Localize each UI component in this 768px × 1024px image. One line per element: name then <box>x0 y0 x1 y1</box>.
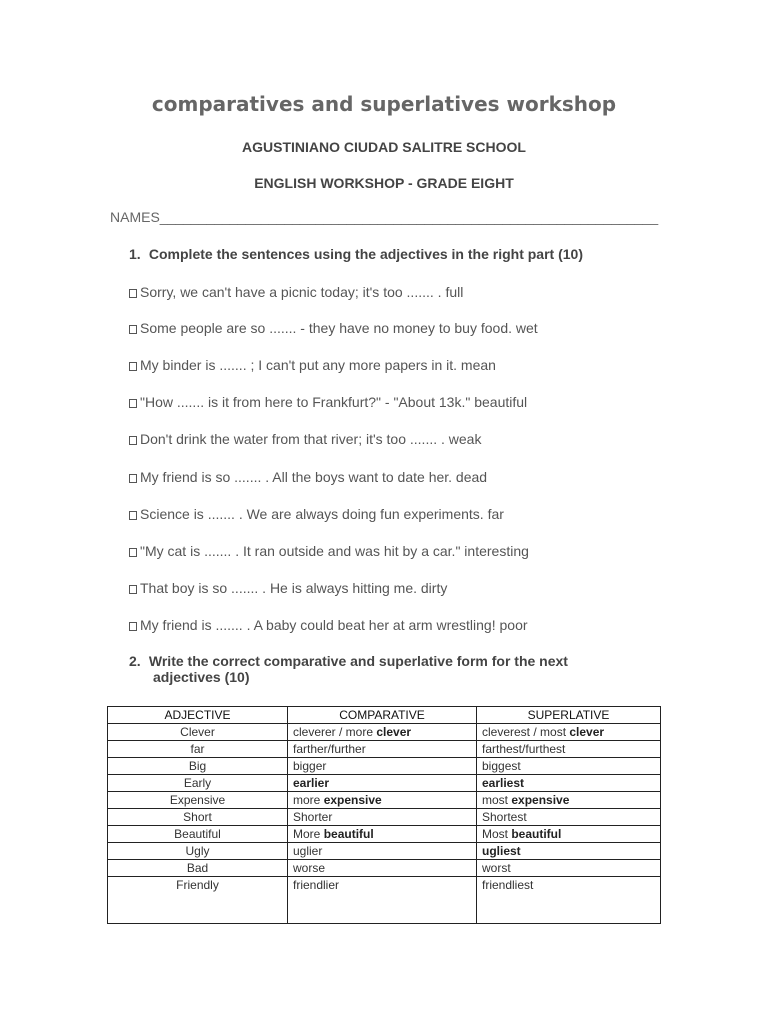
superlative-cell-text: Most <box>482 827 512 841</box>
comparative-cell <box>288 877 477 924</box>
comparative-cell-bold-text: clever <box>376 725 412 739</box>
page-title: comparatives and superlatives workshop <box>151 92 617 116</box>
sentence-text: Sorry, we can't have a picnic today; it's too ....... . full <box>140 284 464 300</box>
comparative-cell <box>288 860 477 877</box>
adjective-cell-text: Ugly <box>185 844 210 858</box>
adjective-cell <box>108 826 288 843</box>
superlative-cell <box>477 741 661 758</box>
table-row <box>108 860 661 877</box>
comparative-cell <box>288 826 477 843</box>
table-row <box>108 792 661 809</box>
sentence-text: My friend is so ....... . All the boys want to date her. dead <box>140 469 488 485</box>
sentence-item <box>129 284 463 300</box>
comparative-cell-text: uglier <box>293 844 323 858</box>
comparative-cell <box>288 809 477 826</box>
question-2-text-line1: Write the correct comparative and superlative form for the next <box>148 653 568 669</box>
adjective-cell <box>108 809 288 826</box>
adjective-cell <box>108 877 288 924</box>
checkbox-icon <box>129 436 137 445</box>
superlative-cell <box>477 775 661 792</box>
sentence-item <box>129 394 527 410</box>
comparative-cell-text: bigger <box>293 759 327 773</box>
comparative-cell-bold-text: beautiful <box>323 827 374 841</box>
superlative-cell <box>477 809 661 826</box>
sentence-text: "My cat is ....... . It ran outside and was hit by a car." interesting <box>140 543 529 559</box>
sentence-item <box>129 431 481 447</box>
sentence-item <box>129 543 529 559</box>
comparative-cell <box>288 758 477 775</box>
question-2-heading <box>129 653 568 685</box>
question-1-text: Complete the sentences using the adjectives in the right part (10) <box>148 246 583 262</box>
adjective-cell <box>108 724 288 741</box>
comparative-cell-bold-text: expensive <box>323 793 382 807</box>
superlative-cell <box>477 877 661 924</box>
comparative-cell-text: cleverer / more <box>293 725 377 739</box>
sentence-item <box>129 469 487 485</box>
comparative-cell-text: worse <box>293 861 326 875</box>
comparative-cell-text: friendlier <box>293 878 340 892</box>
adjective-cell-text: Big <box>188 759 207 773</box>
table-row <box>108 809 661 826</box>
adjective-cell-text: Beautiful <box>174 827 221 841</box>
comparative-cell-text: Shorter <box>293 810 333 824</box>
sentence-item <box>129 580 447 596</box>
school-name: AGUSTINIANO CIUDAD SALITRE SCHOOL <box>242 139 526 155</box>
adjective-cell <box>108 741 288 758</box>
superlative-cell-text: friendliest <box>482 878 534 892</box>
header-comparative: COMPARATIVE <box>288 707 477 724</box>
superlative-cell-bold-text: expensive <box>511 793 570 807</box>
question-1-heading <box>129 246 583 262</box>
adjective-cell-text: Friendly <box>176 878 219 892</box>
table-row <box>108 877 661 924</box>
table-row <box>108 758 661 775</box>
adjective-cell-text: far <box>190 742 205 756</box>
comparative-cell <box>288 843 477 860</box>
adjective-cell-text: Early <box>183 776 212 790</box>
comparative-cell-text: More <box>293 827 324 841</box>
sentence-item <box>129 357 496 373</box>
sentence-text: My binder is ....... ; I can't put any more papers in it. mean <box>140 357 496 373</box>
superlative-cell <box>477 826 661 843</box>
table-row <box>108 826 661 843</box>
names-field: NAMES________________________________________________________________ <box>110 209 659 225</box>
superlative-cell <box>477 843 661 860</box>
table-header-row <box>108 707 661 724</box>
checkbox-icon <box>129 399 137 408</box>
question-2-text-line2: adjectives (10) <box>153 669 250 685</box>
sentence-text: Don't drink the water from that river; it's too ....... . weak <box>140 431 482 447</box>
superlative-cell-text: cleverest / most <box>482 725 570 739</box>
checkbox-icon <box>129 585 137 594</box>
superlative-cell-text: biggest <box>482 759 521 773</box>
comparative-cell-bold-text: earlier <box>293 776 330 790</box>
checkbox-icon <box>129 622 137 631</box>
table-row <box>108 775 661 792</box>
checkbox-icon <box>129 325 137 334</box>
superlative-cell <box>477 758 661 775</box>
superlative-cell-text: worst <box>482 861 511 875</box>
checkbox-icon <box>129 474 137 483</box>
superlative-cell-text: farthest/furthest <box>482 742 566 756</box>
table-row <box>108 724 661 741</box>
question-1-number: 1. <box>129 246 141 262</box>
table-row <box>108 843 661 860</box>
comparative-cell <box>288 741 477 758</box>
comparative-cell <box>288 792 477 809</box>
superlative-cell-bold-text: clever <box>569 725 605 739</box>
sentence-item <box>129 617 528 633</box>
superlative-cell-bold-text: earliest <box>482 776 525 790</box>
comparative-cell <box>288 724 477 741</box>
workshop-subtitle: ENGLISH WORKSHOP - GRADE EIGHT <box>254 175 514 191</box>
comparative-cell-text: farther/further <box>293 742 366 756</box>
superlative-cell <box>477 860 661 877</box>
sentence-text: Science is ....... . We are always doing fun experiments. far <box>140 506 504 522</box>
table-body <box>108 724 661 924</box>
adjective-cell-text: Clever <box>180 725 215 739</box>
adjective-cell-text: Bad <box>186 861 209 875</box>
sentence-text: That boy is so ....... . He is always hitting me. dirty <box>140 580 448 596</box>
adjective-table <box>107 706 661 924</box>
comparative-cell-text: more <box>293 793 324 807</box>
checkbox-icon <box>129 289 137 298</box>
sentence-item <box>129 506 504 522</box>
question-2-number: 2. <box>129 653 141 669</box>
superlative-cell-bold-text: ugliest <box>482 844 521 858</box>
adjective-cell <box>108 860 288 877</box>
superlative-cell-bold-text: beautiful <box>511 827 562 841</box>
superlative-cell-text: Shortest <box>482 810 527 824</box>
adjective-cell <box>108 843 288 860</box>
adjective-cell <box>108 792 288 809</box>
checkbox-icon <box>129 362 137 371</box>
adjective-cell <box>108 758 288 775</box>
superlative-cell-text: most <box>482 793 512 807</box>
checkbox-icon <box>129 511 137 520</box>
superlative-cell <box>477 792 661 809</box>
adjective-cell <box>108 775 288 792</box>
header-adjective: ADJECTIVE <box>108 707 288 724</box>
comparative-cell <box>288 775 477 792</box>
adjective-cell-text: Short <box>183 810 212 824</box>
sentence-text: My friend is ....... . A baby could beat her at arm wrestling! poor <box>140 617 528 633</box>
sentence-item <box>129 320 538 336</box>
header-superlative: SUPERLATIVE <box>477 707 661 724</box>
sentence-text: Some people are so ....... - they have no money to buy food. wet <box>140 320 538 336</box>
sentence-text: "How ....... is it from here to Frankfurt?" - "About 13k." beautiful <box>140 394 528 410</box>
table-row <box>108 741 661 758</box>
checkbox-icon <box>129 548 137 557</box>
adjective-cell-text: Expensive <box>169 793 226 807</box>
superlative-cell <box>477 724 661 741</box>
